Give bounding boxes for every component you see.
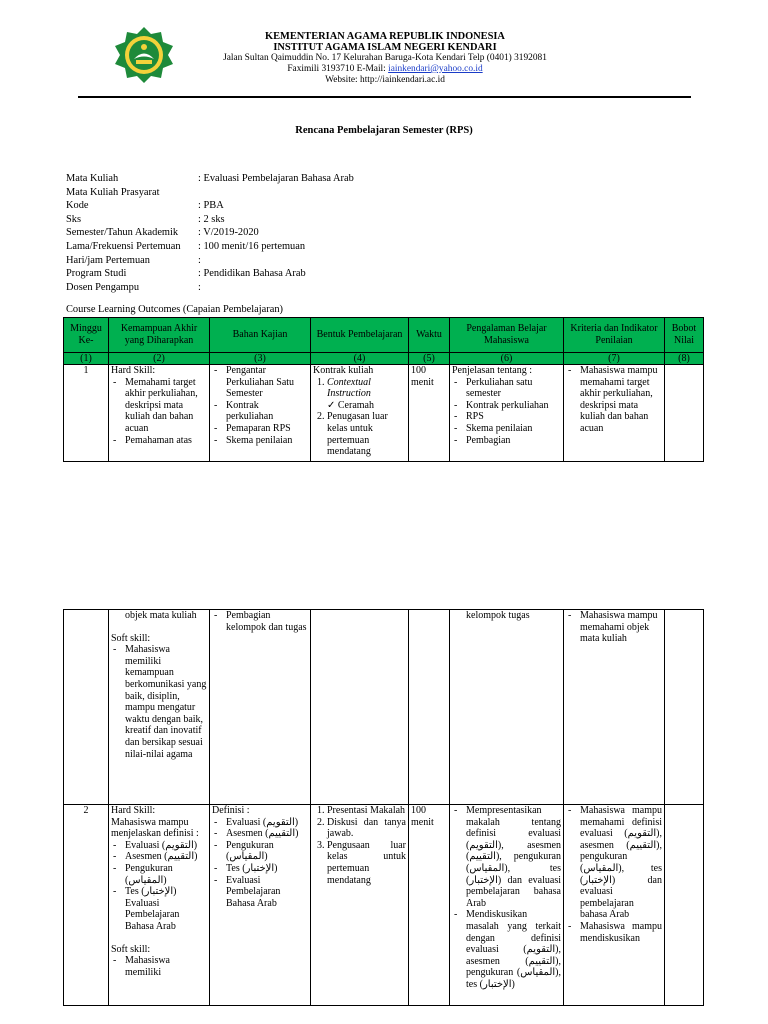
info-value: : 100 menit/16 pertemuan (198, 240, 306, 252)
list-item: 1. Contextual Instruction ✓ Ceramah (327, 377, 406, 412)
week-cell: 1 (64, 365, 109, 462)
col-number: (3) (210, 353, 311, 365)
experience-cell (450, 805, 564, 1006)
col-header: Bahan Kajian (210, 318, 311, 353)
info-row (66, 226, 354, 240)
info-label: Hari/jam Pertemuan (66, 254, 150, 266)
info-value: : (198, 254, 201, 266)
week-cell (64, 610, 109, 805)
clo-heading: Course Learning Outcomes (Capaian Pembelajaran) (66, 304, 283, 315)
list-item: - Perkuliahan satu semester (452, 377, 561, 400)
form-cell (311, 365, 409, 462)
list-item: - Kontrak perkuliahan (452, 400, 561, 412)
list-item: - Pembagian kelompok dan tugas (212, 610, 308, 633)
soft-skill-list (111, 644, 207, 760)
info-label: Mata Kuliah Prasyarat (66, 186, 160, 198)
hard-skill-heading: Hard Skill: (111, 805, 156, 816)
list-item: - Mahasiswa mampu memahami target akhir perkuliahan, deskripsi mata kuliah dan bahan acuan (566, 365, 662, 435)
list-item: - Mahasiswa memiliki kemampuan berkomunikasi yang baik, disiplin, mampu mengatur waktu dengan baik, kreatif dan inovatif dan bersikap sesuai nilai-nilai agama (111, 644, 207, 760)
info-row (66, 254, 354, 268)
checked-item: ✓ Ceramah (327, 399, 374, 411)
list-item: - Pembagian (452, 435, 561, 447)
col-header: Kriteria dan Indikator Penilaian (564, 318, 665, 353)
col-header: Minggu Ke- (64, 318, 109, 353)
material-heading: Definisi : (212, 805, 250, 816)
info-value: : V/2019-2020 (198, 227, 259, 239)
material-cell (210, 805, 311, 1006)
col-number: (4) (311, 353, 409, 365)
list-item: 1. Presentasi Makalah (327, 805, 406, 817)
time-cell (409, 610, 450, 805)
experience-cell (450, 610, 564, 805)
list-item: - Evaluasi (التقويم) (212, 817, 308, 829)
weight-cell (665, 365, 704, 462)
email-link[interactable]: iainkendari@yahoo.co.id (388, 64, 483, 74)
list-item: - Asesmen (التقييم) (111, 851, 207, 863)
rps-table-part1 (63, 317, 704, 462)
list-item: - Tes (الإختبار) Evaluasi Pembelajaran Bahasa Arab (111, 886, 207, 932)
hard-skill-heading: Hard Skill: (111, 365, 156, 376)
criteria-cell (564, 805, 665, 1006)
list-item: 2. Diskusi dan tanya jawab. (327, 817, 406, 840)
col-number: (6) (450, 353, 564, 365)
time-cell: 100 menit (409, 805, 450, 1006)
list-item: - Tes (الإختبار) (212, 863, 308, 875)
info-label: Kode (66, 200, 89, 212)
col-header: Pengalaman Belajar Mahasiswa (450, 318, 564, 353)
info-value: : (198, 281, 201, 293)
weight-cell (665, 805, 704, 1006)
col-number: (5) (409, 353, 450, 365)
table-row (64, 610, 704, 805)
material-list (212, 365, 308, 446)
form-cell (311, 805, 409, 1006)
list-item: - Mahasiswa memiliki (111, 955, 207, 978)
info-row (66, 186, 354, 200)
ability-cell (109, 365, 210, 462)
table-row (64, 805, 704, 1006)
col-number: (8) (665, 353, 704, 365)
list-item: - Mahasiswa mampu memahami definisi evaluasi (التقويم), asesmen (التقييم), pengukuran (المقياس), tes (الإختبار) dan evaluasi pembelajaran bahasa Arab (566, 805, 662, 921)
list-item: - Mahasiswa mampu memahami objek mata kuliah (566, 610, 662, 645)
info-row (66, 213, 354, 227)
info-label: Semester/Tahun Akademik (66, 227, 179, 239)
info-row (66, 281, 354, 295)
ministry-name: KEMENTERIAN AGAMA REPUBLIK INDONESIA (265, 31, 505, 42)
ability-text: Mahasiswa mampu menjelaskan definisi : (111, 816, 199, 840)
letterhead-text (200, 31, 570, 86)
ability-cell (109, 610, 210, 805)
ability-list (111, 840, 207, 933)
list-item: - Pengukuran (المقياس) (111, 863, 207, 886)
document-title: Rencana Pembelajaran Semester (RPS) (295, 125, 473, 136)
material-cell (210, 365, 311, 462)
list-item: - Pengantar Perkuliahan Satu Semester (212, 365, 308, 400)
info-label: Program Studi (66, 268, 127, 280)
info-row (66, 240, 354, 254)
ability-text: objek mata kuliah (125, 610, 197, 621)
list-item: - RPS (452, 411, 561, 423)
weight-cell (665, 610, 704, 805)
col-number: (7) (564, 353, 665, 365)
criteria-list (566, 610, 662, 645)
col-header: Bobot Nilai (665, 318, 704, 353)
list-item: - Evaluasi (التقويم) (111, 840, 207, 852)
col-header: Kemampuan Akhir yang Diharapkan (109, 318, 210, 353)
logo-emblem-icon (112, 26, 176, 84)
experience-cell (450, 365, 564, 462)
header-divider (78, 96, 691, 98)
form-heading: Kontrak kuliah (313, 365, 374, 376)
institution-logo (112, 26, 176, 84)
contact-line (200, 64, 570, 75)
list-item: 3. Pengusaan luar kelas untuk pertemuan mendatang (327, 840, 406, 886)
check-icon: ✓ (327, 399, 336, 411)
material-list (212, 610, 308, 633)
experience-list (452, 377, 561, 447)
institute-name: INSTITUT AGAMA ISLAM NEGERI KENDARI (273, 42, 497, 53)
info-label: Lama/Frekuensi Pertemuan (66, 240, 181, 252)
material-cell (210, 610, 311, 805)
material-list (212, 817, 308, 910)
info-label: Mata Kuliah (66, 173, 119, 184)
criteria-cell (564, 610, 665, 805)
form-list (313, 805, 406, 886)
soft-skill-list (111, 955, 207, 978)
soft-skill-heading: Soft skill: (111, 632, 151, 644)
list-item: - Memahami target akhir perkuliahan, deskripsi mata kuliah dan bahan acuan (111, 377, 207, 435)
list-item: - Mempresentasikan makalah tentang definisi evaluasi (التقويم), asesmen (التقييم), pengukuran (المقياس), tes (الإختبار) dan evaluasi pembelajaran bahasa Arab (452, 805, 561, 909)
table-header-row (64, 318, 704, 353)
rps-table-part2 (63, 609, 704, 1006)
list-item: - Pemahaman atas (111, 435, 207, 447)
list-item: - Mahasiswa mampu mendiskusikan (566, 921, 662, 944)
col-number: (1) (64, 353, 109, 365)
column-number-row (64, 353, 704, 365)
fax-text: Faximili 3193710 E-Mail: (287, 64, 389, 74)
soft-skill-heading: Soft skill: (111, 943, 151, 955)
list-item: - Pengukuran (المقياس) (212, 840, 308, 863)
info-row (66, 199, 354, 213)
info-label: Sks (66, 213, 82, 225)
info-row (66, 172, 354, 186)
info-value: : Pendidikan Bahasa Arab (198, 268, 306, 280)
info-value: : PBA (198, 200, 224, 212)
list-item: - Skema penilaian (452, 423, 561, 435)
list-item: - Evaluasi Pembelajaran Bahasa Arab (212, 875, 308, 910)
list-item: 2. Penugasan luar kelas untuk pertemuan mendatang (327, 411, 406, 457)
criteria-list (566, 365, 662, 435)
col-header: Bentuk Pembelajaran (311, 318, 409, 353)
info-label: Dosen Pengampu (66, 281, 140, 293)
list-item: - Asesmen (التقييم) (212, 828, 308, 840)
form-cell (311, 610, 409, 805)
list-item: - Mendiskusikan masalah yang terkait dengan definisi evaluasi (التقويم), asesmen (التقييم), pengukuran (المقياس), tes (الإختبار) (452, 909, 561, 990)
ability-cell (109, 805, 210, 1006)
ability-list (111, 377, 207, 447)
col-header: Waktu (409, 318, 450, 353)
list-item: - Kontrak perkuliahan (212, 400, 308, 423)
experience-text: kelompok tugas (466, 610, 530, 621)
table-row (64, 365, 704, 462)
criteria-list (566, 805, 662, 944)
address-line: Jalan Sultan Qaimuddin No. 17 Kelurahan Baruga-Kota Kendari Telp (0401) 3192081 (223, 53, 547, 63)
col-number: (2) (109, 353, 210, 365)
info-value: : Evaluasi Pembelajaran Bahasa Arab (198, 173, 354, 184)
criteria-cell (564, 365, 665, 462)
time-cell: 100 menit (409, 365, 450, 462)
week-cell: 2 (64, 805, 109, 1006)
course-info (66, 172, 354, 294)
list-item: - Skema penilaian (212, 435, 308, 447)
experience-list (452, 805, 561, 991)
website-line: Website: http://iainkendari.ac.id (325, 75, 445, 85)
info-value: : 2 sks (198, 213, 225, 225)
experience-heading: Penjelasan tentang : (452, 365, 532, 376)
form-list (313, 377, 406, 458)
info-row (66, 267, 354, 281)
list-item: - Pemaparan RPS (212, 423, 308, 435)
